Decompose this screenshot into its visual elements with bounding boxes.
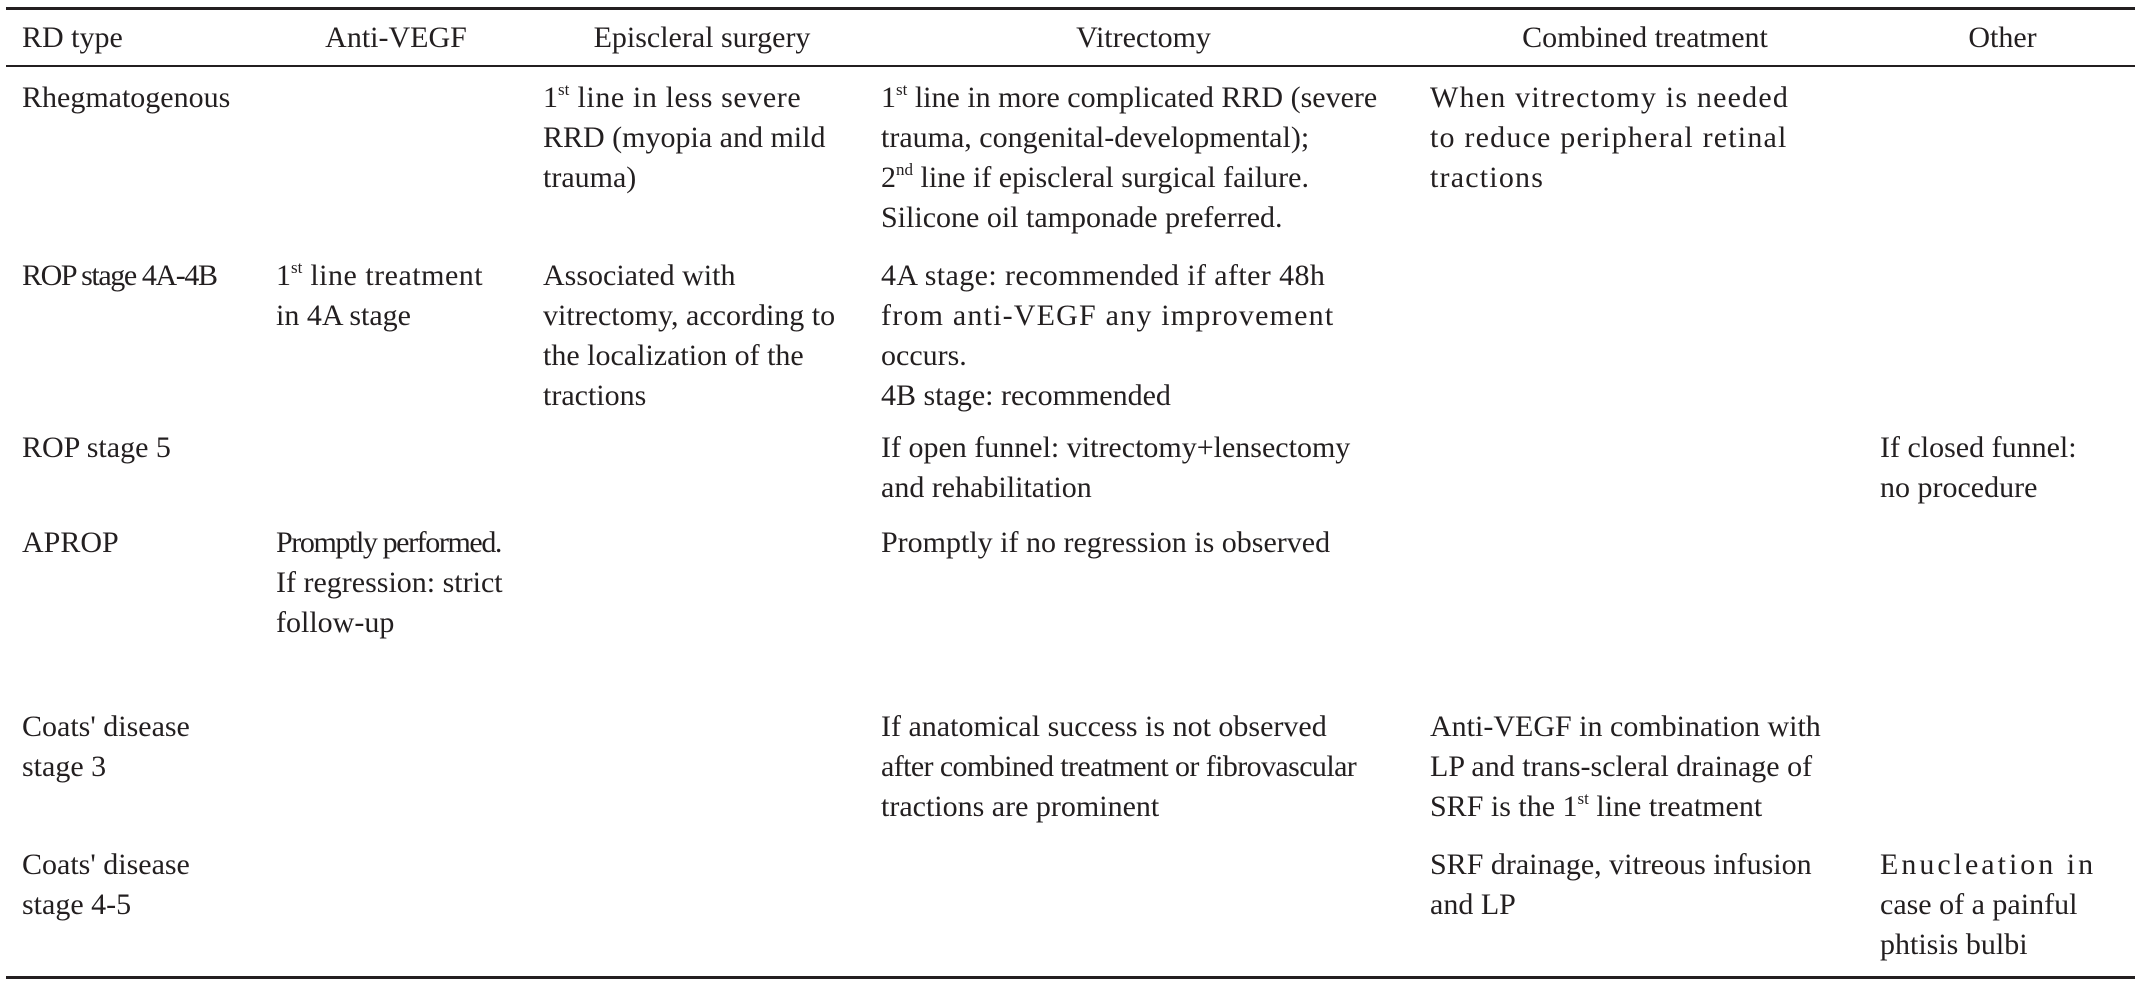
text-line: occurs. [881,339,967,372]
text-line: 4A stage: recommended if after 48h [881,259,1326,292]
cell-episcleral-row-1 [543,78,825,198]
text-line: to reduce peripheral retinal [1430,121,1788,154]
text-line: tractions [1430,161,1545,194]
text-line: RRD (myopia and mild [543,121,826,154]
table-bottom-rule [6,976,2135,979]
text-line: Silicone oil tamponade preferred. [881,201,1283,234]
text-line: When vitrectomy is needed [1430,81,1790,114]
text-line: Coats' disease [22,710,190,743]
text-line: 2nd line if episcleral surgical failure. [881,160,1309,194]
text-line: 4B stage: recommended [881,379,1171,412]
text-line: phtisis bulbi [1880,928,2028,961]
header-separator-rule [6,65,2135,67]
cell-combined-row-1 [1430,78,1789,198]
cell-rd-type-row-5 [22,707,190,787]
cell-combined-row-5 [1430,707,1821,827]
text-line: and LP [1430,888,1516,921]
text-line: ROP stage 4A-4B [22,259,217,292]
text-line: trauma, congenital-developmental); [881,121,1310,154]
header-other: Other [1968,21,2037,54]
cell-rd-type-row-4 [22,523,119,563]
text-line: SRF is the 1st line treatment [1430,789,1763,823]
text-line: 1st line treatment [276,258,484,292]
text-line: trauma) [543,161,637,194]
cell-anti-vegf-row-2 [276,256,483,336]
text-line: 1st line in more complicated RRD (severe [881,80,1378,114]
text-line: Coats' disease [22,848,190,881]
text-line: If open funnel: vitrectomy+lensectomy [881,431,1351,464]
text-line: tractions [543,379,647,412]
cell-other-row-6 [1880,845,2096,965]
cell-vitrectomy-row-2 [881,256,1334,416]
text-line: and rehabilitation [881,471,1092,504]
cell-vitrectomy-row-5 [881,707,1356,827]
text-line: after combined treatment or fibrovascular [881,750,1357,783]
text-line: Enucleation in [1880,848,2097,881]
text-line: If closed funnel: [1880,431,2077,464]
text-line: vitrectomy, according to [543,299,836,332]
header-combined-treatment: Combined treatment [1522,21,1768,54]
cell-combined-row-6 [1430,845,1812,925]
text-line: from anti-VEGF any improvement [881,299,1335,332]
text-line: Rhegmatogenous [22,81,231,114]
text-line: Promptly performed. [276,526,502,559]
text-line: no procedure [1880,471,2038,504]
cell-vitrectomy-row-3 [881,428,1350,508]
cell-other-row-3 [1880,428,2077,508]
text-line: stage 4-5 [22,888,132,921]
text-line: in 4A stage [276,299,411,332]
cell-vitrectomy-row-1 [881,78,1377,238]
cell-episcleral-row-2 [543,256,835,416]
text-line: follow-up [276,606,395,639]
header-vitrectomy: Vitrectomy [1076,21,1211,54]
text-line: Associated with [543,259,736,292]
text-line: the localization of the [543,339,804,372]
cell-rd-type-row-3 [22,428,171,468]
text-line: tractions are prominent [881,790,1160,823]
text-line: 1st line in less severe [543,80,802,114]
cell-rd-type-row-6 [22,845,190,925]
cell-anti-vegf-row-4 [276,523,503,643]
cell-rd-type-row-1 [22,78,230,118]
text-line: APROP [22,526,119,559]
text-line: case of a painful [1880,888,2078,921]
text-line: If regression: strict [276,566,503,599]
text-line: If anatomical success is not observed [881,710,1327,743]
header-anti-vegf: Anti-VEGF [325,21,467,54]
table-top-rule [6,7,2135,10]
text-line: stage 3 [22,750,107,783]
text-line: Anti-VEGF in combination with [1430,710,1821,743]
text-line: Promptly if no regression is observed [881,526,1331,559]
cell-rd-type-row-2 [22,256,217,296]
text-line: LP and trans-scleral drainage of [1430,750,1813,783]
header-episcleral-surgery: Episcleral surgery [593,21,811,54]
text-line: SRF drainage, vitreous infusion [1430,848,1812,881]
header-rd-type: RD type [22,21,123,54]
cell-vitrectomy-row-4 [881,523,1330,563]
text-line: ROP stage 5 [22,431,171,464]
